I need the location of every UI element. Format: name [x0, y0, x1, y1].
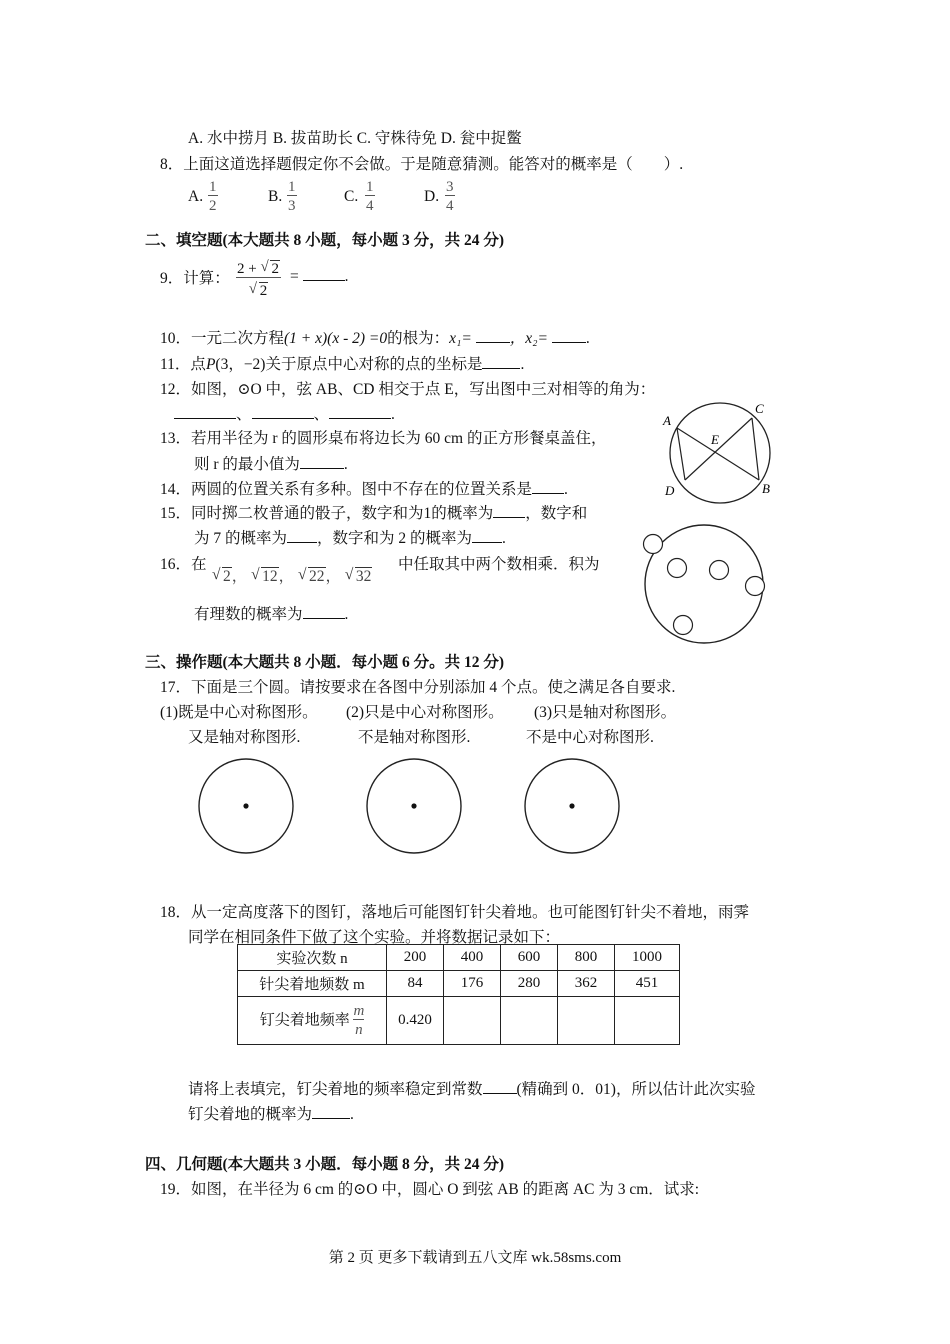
label-a: A [663, 413, 671, 428]
q17-circle-2[interactable] [364, 757, 464, 857]
page-footer: 第 2 页 更多下载请到五八文库 wk.58sms.com [328, 1250, 622, 1266]
table-row-label: 针尖着地频数 m [238, 971, 387, 997]
chord-cb [752, 418, 759, 480]
q10-x1-blank[interactable] [476, 328, 510, 343]
q16-end: . [344, 606, 349, 623]
q15-line1b: ，数字和 [525, 505, 588, 522]
q7-options: A. 水中捞月 B. 拔苗助长 C. 守株待免 D. 瓮中捉鳖 [188, 130, 522, 147]
q10-x1-label: x₁= [449, 330, 472, 347]
q8-option-b-label: B. [268, 188, 283, 205]
q16-line2 [194, 602, 348, 624]
fraction-numerator: 1 [366, 179, 374, 195]
q10-prefix: 10．一元二次方程 [160, 330, 285, 347]
table-cell: 451 [615, 971, 680, 997]
section-3-heading: 三、操作题(本大题共 8 小题．每小题 6 分。共 12 分) [145, 654, 505, 671]
q14-line [160, 477, 568, 499]
table-cell: 362 [558, 971, 615, 997]
q9-num-a: 2 + [237, 261, 257, 277]
table-cell: 800 [558, 945, 615, 971]
q15-line2b: ，数字和为 2 的概率为 [317, 530, 473, 547]
q17-circle-3[interactable] [522, 757, 622, 857]
table-cell-empty[interactable] [558, 997, 615, 1045]
q14-small-circle-internal-1 [668, 559, 687, 578]
table-cell: 280 [501, 971, 558, 997]
q8-option-d-fraction [445, 180, 455, 214]
q18-end: . [350, 1106, 354, 1123]
q10-x2-blank[interactable] [552, 328, 586, 343]
q17-req1b: 又是轴对称图形. [188, 729, 301, 746]
table-cell: 200 [387, 945, 444, 971]
section-2-heading: 二、填空题(本大题共 8 小题，每小题 3 分，共 24 分) [145, 232, 505, 249]
table-row [238, 997, 680, 1045]
q10-equation: (1 + x)(x - 2) =0 [284, 330, 388, 347]
q18-data-table [237, 944, 680, 1045]
q16-prefix: 16．在 [160, 556, 207, 573]
table-cell: 1000 [615, 945, 680, 971]
section-4-heading: 四、几何题(本大题共 3 小题．每小题 8 分，共 24 分) [145, 1156, 505, 1173]
q17-req3a: (3)只是轴对称图形。 [534, 704, 677, 721]
q12-blanks [174, 402, 395, 424]
q16-blank[interactable] [303, 604, 345, 619]
q8-option-c-label: C. [344, 188, 359, 205]
q15-blank-2[interactable] [287, 528, 317, 543]
q18-line2: 同学在相同条件下做了这个实验。并将数据记录如下： [188, 929, 561, 946]
q16-comma-2: ， [278, 568, 295, 585]
fraction-denominator: 3 [287, 195, 297, 214]
q9-prefix: 9．计算： [160, 270, 230, 287]
q12-sep-1: 、 [236, 406, 252, 423]
q11-text: (3，−2)关于原点中心对称的点的坐标是 [215, 356, 483, 373]
chord-dc [685, 418, 752, 480]
fraction-numerator: 1 [209, 179, 217, 195]
label-c: C [755, 401, 764, 416]
q18-after2: 钉尖着地的概率为 [188, 1106, 313, 1123]
fraction-denominator: 2 [208, 195, 218, 214]
q16-root-4: 32 [355, 568, 372, 585]
q16-root-1: 2 [223, 568, 231, 585]
q8-text: 8．上面这道选择题假定你不会做。于是随意猜测。能答对的概率是（ ）. [160, 156, 684, 173]
q9-answer [290, 266, 349, 286]
q17-req2b: 不是轴对称图形. [358, 729, 471, 746]
q10-mid: 的根为： [387, 330, 450, 347]
q18-line1: 18．从一定高度落下的图钉，落地后可能图钉针尖着地。也可能图钉针尖不着地，雨霁 [160, 904, 750, 921]
q16-root-2: 12 [262, 568, 278, 585]
q18-after-line2 [188, 1102, 354, 1124]
q15-blank-1[interactable] [493, 503, 525, 518]
table-cell-empty[interactable] [615, 997, 680, 1045]
q14-small-circle-intersecting [746, 577, 765, 596]
q13-end: . [343, 456, 348, 473]
label-e: E [711, 432, 719, 447]
q12-line1: 12．如图，⊙O 中，弦 AB、CD 相交于点 E，写出图中三对相等的角为： [160, 381, 656, 398]
table-row [238, 945, 680, 971]
q9-answer-blank[interactable] [303, 266, 345, 281]
q8-option-c-fraction [365, 180, 375, 214]
q16-roots [212, 564, 372, 586]
q13-blank[interactable] [300, 454, 344, 469]
q14-end: . [564, 481, 568, 498]
q13-line2 [194, 452, 348, 474]
q14-small-circle-internal-2 [710, 561, 729, 580]
q16-root-3: 22 [309, 568, 325, 585]
q17-text: 17．下面是三个圆。请按要求在各图中分别添加 4 个点。使之满足各自要求. [160, 679, 676, 696]
q11-line [160, 352, 524, 374]
q11-prefix: 11．点 [160, 356, 206, 373]
q14-blank[interactable] [532, 479, 564, 494]
table-cell: 84 [387, 971, 444, 997]
q12-end: . [391, 406, 395, 423]
q9-num-root: 2 [271, 261, 279, 277]
q10-line [160, 326, 590, 348]
q15-line2a: 为 7 的概率为 [194, 530, 288, 547]
q15-line1 [160, 501, 587, 523]
fraction-numerator: 3 [446, 179, 454, 195]
q9-end: . [344, 268, 349, 285]
fraction-numerator: 1 [288, 179, 296, 195]
label-d: D [665, 483, 675, 498]
q12-sep-2: 、 [313, 406, 330, 423]
q19-text: 19．如图，在半径为 6 cm 的⊙O 中，圆心 O 到弦 AB 的距离 AC 为 3 cm．试求: [160, 1181, 700, 1198]
q16-comma-3: ， [325, 568, 342, 585]
q12-circle [670, 403, 770, 503]
table-row-label [238, 997, 387, 1045]
q17-circle-3-center [569, 803, 574, 808]
q16-comma-1: ， [231, 568, 248, 585]
q17-req3b: 不是中心对称图形. [526, 729, 654, 746]
q18-after1a: 请将上表填完，钉尖着地的频率稳定到常数 [188, 1081, 483, 1098]
q8-option-d-label: D. [424, 188, 440, 205]
q11-blank[interactable] [482, 354, 520, 369]
q8-option-a-fraction [208, 180, 218, 214]
q18-constant-blank[interactable] [483, 1079, 517, 1094]
q18-after-line1 [188, 1077, 755, 1099]
table-cell: 176 [444, 971, 501, 997]
q17-circle-1[interactable] [196, 757, 296, 857]
q9-den-root: 2 [259, 283, 268, 299]
q15-blank-3[interactable] [472, 528, 502, 543]
q12-blank-3[interactable] [329, 404, 391, 419]
q9-fraction [236, 262, 281, 299]
table-cell-empty[interactable] [444, 997, 501, 1045]
q11-end: . [520, 356, 525, 373]
q14-circles-figure [636, 530, 776, 642]
q12-blank-1[interactable] [174, 404, 236, 419]
q14-text: 14．两圆的位置关系有多种。图中不存在的位置关系是 [160, 481, 533, 498]
q14-small-circle-tangent [674, 616, 693, 635]
rate-frac-den: n [353, 1019, 364, 1038]
q18-probability-blank[interactable] [312, 1104, 350, 1119]
q17-req1a: (1)既是中心对称图形。 [160, 704, 318, 721]
rate-frac-num: m [353, 1002, 365, 1019]
table-cell: 0.420 [387, 997, 444, 1045]
q15-line2 [194, 526, 506, 548]
q17-circle-2-center [411, 803, 416, 808]
q16-line2-text: 有理数的概率为 [194, 606, 303, 623]
q15-line1a: 15．同时掷二枚普通的骰子，数字和为1的概率为 [160, 505, 494, 522]
q13-line2-text: 则 r 的最小值为 [194, 456, 300, 473]
q12-circle-figure [660, 396, 780, 500]
fraction-denominator: 4 [445, 195, 455, 214]
q9-equals: = [290, 268, 299, 285]
q8-option-b-fraction [287, 180, 297, 214]
q10-end: . [585, 330, 590, 347]
q17-circle-1-center [243, 803, 248, 808]
table-row-label: 实验次数 n [238, 945, 387, 971]
q18-after1b: (精确到 0．01)，所以估计此次实验 [516, 1081, 756, 1098]
rate-label-text: 钉尖着地频率 [259, 1011, 350, 1028]
chord-ad [677, 428, 685, 480]
table-cell-empty[interactable] [501, 997, 558, 1045]
q17-req2a: (2)只是中心对称图形。 [346, 704, 504, 721]
label-b: B [762, 481, 770, 496]
q14-small-circle-external [644, 535, 663, 554]
q11-point: P [205, 356, 216, 373]
q13-line1: 13．若用半径为 r 的圆形桌布将边长为 60 cm 的正方形餐桌盖住， [160, 430, 607, 447]
table-row [238, 971, 680, 997]
q8-option-a-label: A. [188, 188, 204, 205]
q16-mid: 中任取其中两个数相乘．积为 [398, 556, 600, 573]
q12-blank-2[interactable] [252, 404, 314, 419]
table-cell: 600 [501, 945, 558, 971]
table-cell: 400 [444, 945, 501, 971]
q15-end: . [502, 530, 506, 547]
q10-x2-label: ，x₂= [509, 330, 548, 347]
fraction-denominator: 4 [365, 195, 375, 214]
